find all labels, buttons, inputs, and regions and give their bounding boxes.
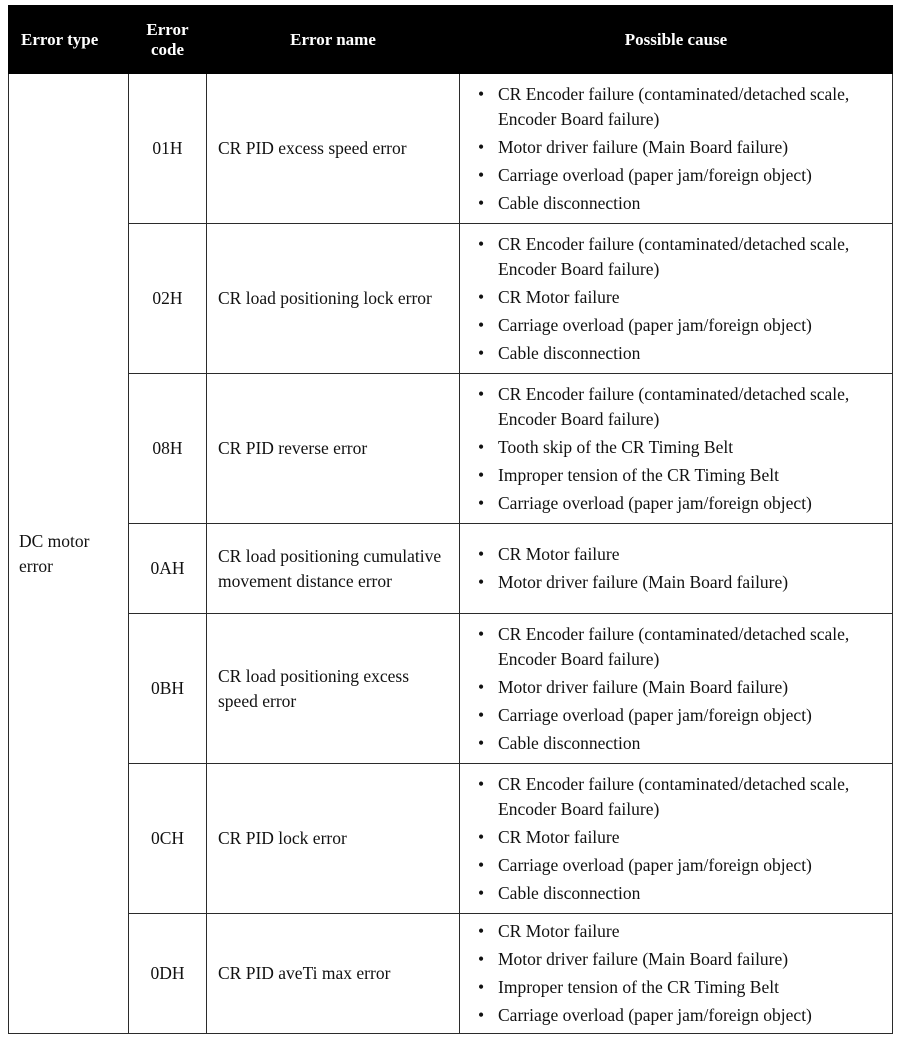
bullet-icon: • — [478, 572, 485, 592]
cause-text: Improper tension of the CR Timing Belt — [498, 464, 779, 485]
cause-list-item — [474, 975, 892, 1000]
cause-list-item — [474, 947, 892, 972]
table-row — [9, 764, 893, 914]
error-name-cell — [207, 374, 460, 524]
cause-list-item — [474, 491, 892, 516]
bullet-icon: • — [478, 676, 485, 697]
error-name-cell — [207, 764, 460, 914]
bullet-icon: • — [478, 732, 485, 753]
cause-text: Carriage overload (paper jam/foreign object) — [498, 704, 812, 725]
error-name: CR PID lock error — [218, 828, 347, 848]
possible-cause-cell — [460, 524, 893, 614]
cause-text: Carriage overload (paper jam/foreign object) — [498, 314, 812, 335]
error-name: CR load positioning lock error — [218, 288, 432, 308]
cause-text: Motor driver failure (Main Board failure) — [498, 949, 789, 969]
cause-text: CR Encoder failure (contaminated/detached scale, Encoder Board failure) — [498, 83, 850, 129]
possible-cause-cell — [460, 224, 893, 374]
bullet-icon: • — [478, 464, 485, 485]
error-name-cell — [207, 614, 460, 764]
error-type-cell — [9, 74, 129, 1034]
cause-text: Tooth skip of the CR Timing Belt — [498, 436, 734, 457]
table-header — [9, 6, 893, 74]
cause-text: Carriage overload (paper jam/foreign object) — [498, 164, 812, 185]
cause-text: CR Motor failure — [498, 544, 620, 564]
error-code: 0AH — [150, 558, 185, 578]
cause-text: CR Motor failure — [498, 286, 620, 307]
header-error-type: Error type — [9, 6, 129, 74]
error-code-cell — [129, 614, 207, 764]
cause-text: Improper tension of the CR Timing Belt — [498, 977, 779, 997]
cause-text: Motor driver failure (Main Board failure) — [498, 136, 789, 157]
cause-text: Carriage overload (paper jam/foreign object) — [498, 1005, 812, 1025]
cause-text: CR Encoder failure (contaminated/detached scale, Encoder Board failure) — [498, 773, 850, 819]
error-name: CR PID aveTi max error — [218, 963, 391, 983]
bullet-icon: • — [478, 383, 485, 404]
cause-list-item — [474, 1003, 892, 1028]
cause-text: Motor driver failure (Main Board failure) — [498, 572, 789, 592]
table-row — [9, 74, 893, 224]
cause-list-item — [474, 382, 892, 432]
possible-cause-cell — [460, 614, 893, 764]
cause-list — [474, 382, 892, 516]
cause-list-item — [474, 313, 892, 338]
cause-text: Motor driver failure (Main Board failure) — [498, 676, 789, 697]
bullet-icon: • — [478, 1005, 485, 1025]
cause-text: Cable disconnection — [498, 882, 641, 903]
cause-list-item — [474, 675, 892, 700]
cause-list-item — [474, 772, 892, 822]
bullet-icon: • — [478, 921, 485, 941]
bullet-icon: • — [478, 492, 485, 513]
bullet-icon: • — [478, 773, 485, 794]
bullet-icon: • — [478, 192, 485, 213]
cause-text: CR Encoder failure (contaminated/detached scale, Encoder Board failure) — [498, 623, 850, 669]
error-code: 0CH — [150, 828, 185, 848]
bullet-icon: • — [478, 164, 485, 185]
bullet-icon: • — [478, 882, 485, 903]
cause-text: Cable disconnection — [498, 192, 641, 213]
cause-text: CR Encoder failure (contaminated/detached scale, Encoder Board failure) — [498, 383, 850, 429]
table-row — [9, 914, 893, 1034]
cause-list — [474, 772, 892, 906]
cause-list-item — [474, 163, 892, 188]
error-name-cell — [207, 524, 460, 614]
possible-cause-cell — [460, 374, 893, 524]
header-error-name: Error name — [207, 6, 460, 74]
error-code-cell — [129, 524, 207, 614]
error-name: CR PID reverse error — [218, 438, 368, 458]
error-code: 0BH — [150, 678, 185, 698]
bullet-icon: • — [478, 436, 485, 457]
header-error-code: Error code — [129, 6, 207, 74]
table-row — [9, 614, 893, 764]
error-name: CR load positioning cumulative movement distance error — [218, 545, 442, 591]
cause-text: Carriage overload (paper jam/foreign object) — [498, 492, 812, 513]
error-code-cell — [129, 224, 207, 374]
cause-list-item — [474, 82, 892, 132]
error-code-cell — [129, 764, 207, 914]
cause-list-item — [474, 285, 892, 310]
cause-list — [474, 542, 892, 595]
error-name: CR PID excess speed error — [218, 138, 407, 158]
table-row — [9, 524, 893, 614]
error-code: 01H — [152, 138, 183, 158]
cause-list-item — [474, 435, 892, 460]
error-code: 0DH — [150, 963, 185, 983]
bullet-icon: • — [478, 704, 485, 725]
bullet-icon: • — [478, 623, 485, 644]
error-code-cell — [129, 374, 207, 524]
possible-cause-cell — [460, 764, 893, 914]
bullet-icon: • — [478, 544, 485, 564]
cause-list-item — [474, 919, 892, 944]
cause-text: CR Encoder failure (contaminated/detached scale, Encoder Board failure) — [498, 233, 850, 279]
cause-list-item — [474, 881, 892, 906]
cause-list-item — [474, 731, 892, 756]
error-name: CR load positioning excess speed error — [218, 665, 410, 711]
bullet-icon: • — [478, 949, 485, 969]
cause-text: CR Motor failure — [498, 921, 620, 941]
bullet-icon: • — [478, 136, 485, 157]
cause-list — [474, 919, 892, 1028]
cause-list — [474, 622, 892, 756]
error-table — [8, 5, 893, 1034]
bullet-icon: • — [478, 286, 485, 307]
bullet-icon: • — [478, 854, 485, 875]
table-row — [9, 374, 893, 524]
error-type-label: DC motor error — [19, 530, 90, 576]
header-possible-cause: Possible cause — [460, 6, 893, 74]
cause-list-item — [474, 570, 892, 595]
possible-cause-cell — [460, 914, 893, 1034]
header-row — [9, 6, 893, 74]
error-code-cell — [129, 914, 207, 1034]
error-code: 02H — [152, 288, 183, 308]
bullet-icon: • — [478, 83, 485, 104]
bullet-icon: • — [478, 977, 485, 997]
cause-list-item — [474, 703, 892, 728]
cause-text: Cable disconnection — [498, 732, 641, 753]
cause-list-item — [474, 542, 892, 567]
cause-list-item — [474, 135, 892, 160]
cause-list-item — [474, 232, 892, 282]
cause-text: CR Motor failure — [498, 826, 620, 847]
possible-cause-cell — [460, 74, 893, 224]
cause-list-item — [474, 341, 892, 366]
error-name-cell — [207, 914, 460, 1034]
bullet-icon: • — [478, 826, 485, 847]
cause-list-item — [474, 191, 892, 216]
cause-list-item — [474, 853, 892, 878]
table-body — [9, 74, 893, 1034]
cause-list-item — [474, 622, 892, 672]
cause-text: Carriage overload (paper jam/foreign object) — [498, 854, 812, 875]
cause-list-item — [474, 825, 892, 850]
cause-list — [474, 232, 892, 366]
error-name-cell — [207, 74, 460, 224]
error-code: 08H — [152, 438, 183, 458]
cause-list — [474, 82, 892, 216]
cause-list-item — [474, 463, 892, 488]
cause-text: Cable disconnection — [498, 342, 641, 363]
table-row — [9, 224, 893, 374]
error-code-cell — [129, 74, 207, 224]
error-name-cell — [207, 224, 460, 374]
bullet-icon: • — [478, 342, 485, 363]
bullet-icon: • — [478, 233, 485, 254]
bullet-icon: • — [478, 314, 485, 335]
